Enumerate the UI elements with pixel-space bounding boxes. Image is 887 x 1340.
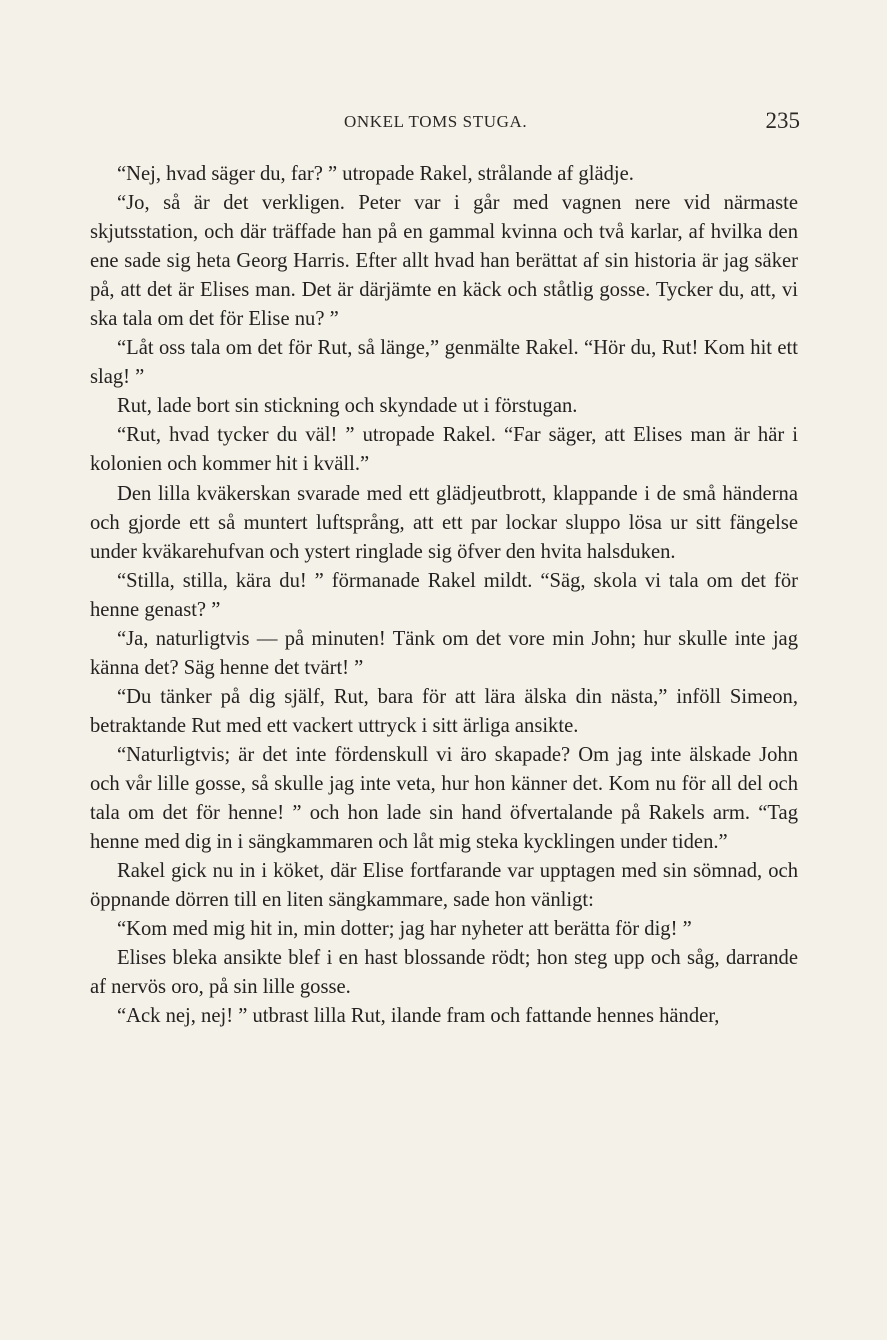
paragraph: “Låt oss tala om det för Rut, så länge,” genmälte Rakel. “Hör du, Rut! Kom hit ett slag! ” (90, 337, 798, 389)
page-number: 235 (765, 108, 800, 133)
paragraph: “Jo, så är det verkligen. Peter var i går med vagnen nere vid närmaste skjutsstation, och där träffade han på en gammal kvinna och två karlar, af hvilka den ene sade sig heta Georg Harris. Efter allt hvad han berättat af sin historia är jag säker på, att det är Elises man. Det är därjämte en käck och ståtlig gosse. Tycker du, att, vi ska tala om det för Elise nu? ” (90, 192, 798, 331)
paragraph: “Kom med mig hit in, min dotter; jag har nyheter att berätta för dig! ” (117, 918, 692, 941)
paragraph: Rakel gick nu in i köket, där Elise fortfarande var upptagen med sin sömnad, och öppnande dörren till en liten sängkammare, sade hon vänligt: (90, 860, 798, 912)
paragraph: “Rut, hvad tycker du väl! ” utropade Rakel. “Far säger, att Elises man är här i kolonien och kommer hit i kväll.” (90, 424, 798, 476)
paragraph: Elises bleka ansikte blef i en hast blossande rödt; hon steg upp och såg, darrande af nervös oro, på sin lille gosse. (90, 947, 798, 999)
running-title: ONKEL TOMS STUGA. (344, 112, 528, 131)
paragraph: “Ja, naturligtvis — på minuten! Tänk om det vore min John; hur skulle inte jag känna det? Säg henne det tvärt! ” (90, 627, 798, 679)
paragraph: “Nej, hvad säger du, far? ” utropade Rakel, strålande af glädje. (117, 163, 634, 185)
paragraph: “Du tänker på dig själf, Rut, bara för att lära älska din nästa,” inföll Simeon, betraktande Rut med ett vackert uttryck i sitt ärliga ansikte. (90, 685, 798, 737)
body-text (90, 160, 798, 1031)
paragraph: Den lilla kväkerskan svarade med ett glädjeutbrott, klappande i de små händerna och gjorde ett så muntert luftsprång, att ett par lockar sluppo lösa ur sitt fängelse under kväkarehufvan och ystert ringlade sig öfver den hvita halsduken. (90, 482, 798, 563)
running-head (90, 108, 800, 140)
paragraph: “Ack nej, nej! ” utbrast lilla Rut, ilande fram och fattande hennes händer, (117, 1005, 720, 1028)
paragraph: “Naturligtvis; är det inte fördenskull vi äro skapade? Om jag inte älskade John och vår lille gosse, så skulle jag inte veta, hur hon känner det. Kom nu för all del och tala om det för henne! ” och hon lade sin hand öfvertalande på Rakels arm. “Tag henne med dig in i sängkammaren och låt mig steka kycklingen under tiden.” (90, 743, 798, 854)
paragraph: Rut, lade bort sin stickning och skyndade ut i förstugan. (117, 395, 578, 418)
paragraph: “Stilla, stilla, kära du! ” förmanade Rakel mildt. “Säg, skola vi tala om det för henne genast? ” (90, 569, 798, 621)
